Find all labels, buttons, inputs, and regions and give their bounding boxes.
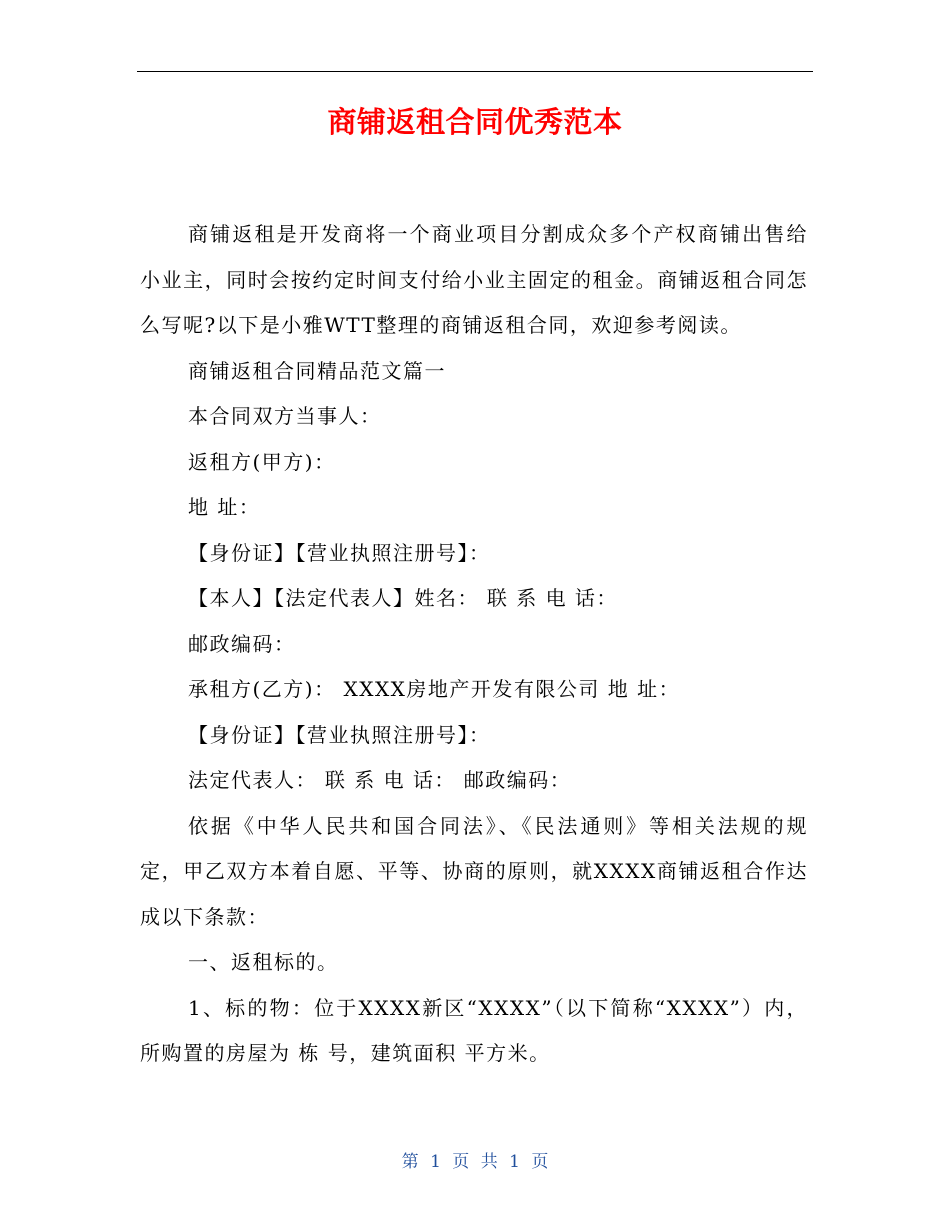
- paragraph-heading-part-one: 商铺返租合同精品范文篇一: [188, 358, 446, 383]
- paragraph-address: 地 址：: [188, 495, 261, 519]
- paragraph-legal-rep-b: 法定代表人： 联 系 电 话： 邮政编码：: [188, 768, 572, 792]
- paragraph-id-license: 【身份证】【营业执照注册号】：: [188, 540, 491, 565]
- page-number: 第 1 页 共 1 页: [401, 1152, 549, 1172]
- paragraph-party-b: 承租方(乙方)： XXXX房地产开发有限公司 地 址：: [188, 677, 681, 701]
- paragraph-postal-code: 邮政编码：: [188, 631, 296, 656]
- header-rule: [137, 71, 813, 72]
- paragraph-clause-one: 1、标的物：位于XXXX新区“XXXX”（以下简称“XXXX”）内，所购置的房屋为 栋 号，建筑面积 平方米。: [140, 995, 808, 1065]
- paragraph-id-license-b: 【身份证】【营业执照注册号】：: [188, 722, 491, 747]
- paragraph-intro: 商铺返租是开发商将一个商业项目分割成众多个产权商铺出售给小业主，同时会按约定时间支付给小业主固定的租金。商铺返租合同怎么写呢?以下是小雅WTT整理的商铺返租合同，欢迎参考阅读。: [140, 222, 808, 337]
- paragraph-section-one: 一、返租标的。: [188, 950, 339, 974]
- paragraph-representative: 【本人】【法定代表人】姓名： 联 系 电 话：: [188, 586, 618, 610]
- paragraph-legal-basis: 依据《中华人民共和国合同法》、《民法通则》等相关法规的规定，甲乙双方本着自愿、平等、协商的原则，就XXXX商铺返租合作达成以下条款：: [140, 813, 808, 929]
- paragraph-party-a: 返租方(甲方)：: [188, 449, 336, 474]
- document-title: 商铺返租合同优秀范本: [327, 105, 623, 139]
- paragraph-parties: 本合同双方当事人：: [188, 404, 382, 428]
- document-body: [140, 212, 808, 1077]
